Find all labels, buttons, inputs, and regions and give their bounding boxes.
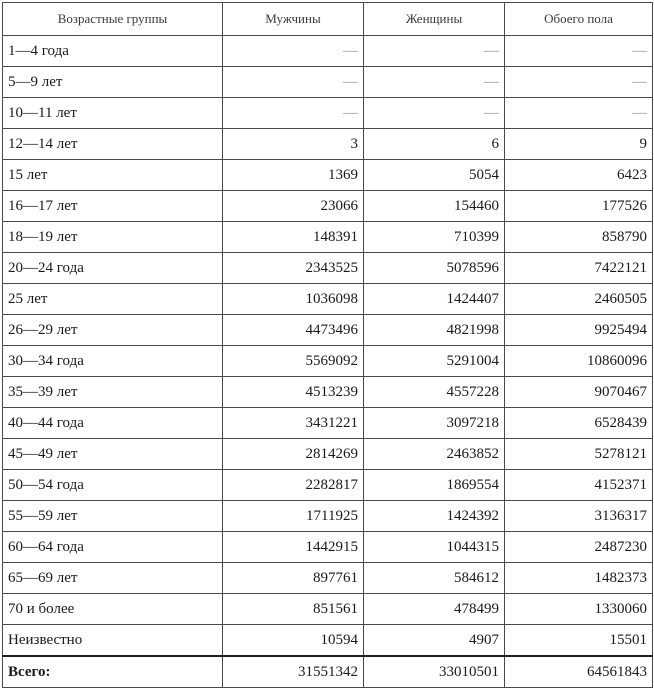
men-cell: 897761 (223, 563, 364, 594)
men-cell: 2282817 (223, 470, 364, 501)
table-body (3, 36, 653, 657)
age-group-cell: 15 лет (3, 160, 223, 191)
age-group-cell: 35—39 лет (3, 377, 223, 408)
women-cell: 5078596 (364, 253, 505, 284)
women-cell: 3097218 (364, 408, 505, 439)
table-row (3, 563, 653, 594)
table-row (3, 284, 653, 315)
men-cell: 23066 (223, 191, 364, 222)
age-group-cell: 26—29 лет (3, 315, 223, 346)
women-cell: 5054 (364, 160, 505, 191)
both-sexes-cell: 9070467 (505, 377, 653, 408)
women-cell: — (364, 67, 505, 98)
table-row (3, 625, 653, 657)
table-row (3, 346, 653, 377)
age-group-cell: 18—19 лет (3, 222, 223, 253)
both-sexes-cell: 9 (505, 129, 653, 160)
women-cell: 1424407 (364, 284, 505, 315)
men-cell: 1036098 (223, 284, 364, 315)
men-cell: 10594 (223, 625, 364, 657)
age-group-cell: 45—49 лет (3, 439, 223, 470)
women-cell: 4821998 (364, 315, 505, 346)
age-group-cell: 70 и более (3, 594, 223, 625)
table-row (3, 408, 653, 439)
women-cell: 154460 (364, 191, 505, 222)
age-group-cell: 60—64 года (3, 532, 223, 563)
men-cell: 3 (223, 129, 364, 160)
men-cell: 2343525 (223, 253, 364, 284)
women-cell: — (364, 98, 505, 129)
table-row (3, 501, 653, 532)
women-cell: 6 (364, 129, 505, 160)
age-group-cell: 5—9 лет (3, 67, 223, 98)
both-sexes-cell: 4152371 (505, 470, 653, 501)
men-cell: 3431221 (223, 408, 364, 439)
table-header (3, 3, 653, 36)
age-group-cell: 50—54 года (3, 470, 223, 501)
both-sexes-cell: 177526 (505, 191, 653, 222)
age-group-cell: 12—14 лет (3, 129, 223, 160)
women-cell: 1044315 (364, 532, 505, 563)
men-cell: 148391 (223, 222, 364, 253)
table-row (3, 439, 653, 470)
men-cell: — (223, 67, 364, 98)
age-group-cell: 65—69 лет (3, 563, 223, 594)
both-sexes-cell: — (505, 67, 653, 98)
age-group-cell: 20—24 года (3, 253, 223, 284)
table-row (3, 315, 653, 346)
age-group-cell: Неизвестно (3, 625, 223, 657)
header-men: Мужчины (223, 3, 364, 36)
women-cell: 5291004 (364, 346, 505, 377)
women-cell: 1869554 (364, 470, 505, 501)
header-age-groups: Возрастные группы (3, 3, 223, 36)
men-cell: 4473496 (223, 315, 364, 346)
total-men: 31551342 (223, 656, 364, 688)
women-cell: 478499 (364, 594, 505, 625)
women-cell: — (364, 36, 505, 67)
table-row (3, 129, 653, 160)
men-cell: 5569092 (223, 346, 364, 377)
women-cell: 4907 (364, 625, 505, 657)
table-row (3, 191, 653, 222)
both-sexes-cell: 7422121 (505, 253, 653, 284)
both-sexes-cell: 15501 (505, 625, 653, 657)
men-cell: — (223, 98, 364, 129)
both-sexes-cell: 1330060 (505, 594, 653, 625)
table-row (3, 594, 653, 625)
both-sexes-cell: 5278121 (505, 439, 653, 470)
population-table (2, 2, 653, 688)
both-sexes-cell: — (505, 36, 653, 67)
header-row (3, 3, 653, 36)
women-cell: 584612 (364, 563, 505, 594)
total-label: Всего: (3, 656, 223, 688)
table-row (3, 222, 653, 253)
total-women: 33010501 (364, 656, 505, 688)
age-group-cell: 25 лет (3, 284, 223, 315)
men-cell: 851561 (223, 594, 364, 625)
both-sexes-cell: 2460505 (505, 284, 653, 315)
women-cell: 2463852 (364, 439, 505, 470)
both-sexes-cell: — (505, 98, 653, 129)
age-group-cell: 40—44 года (3, 408, 223, 439)
table-row (3, 36, 653, 67)
table-row (3, 470, 653, 501)
men-cell: 4513239 (223, 377, 364, 408)
men-cell: — (223, 36, 364, 67)
men-cell: 1442915 (223, 532, 364, 563)
table-footer (3, 656, 653, 688)
both-sexes-cell: 858790 (505, 222, 653, 253)
age-group-cell: 1—4 года (3, 36, 223, 67)
women-cell: 1424392 (364, 501, 505, 532)
both-sexes-cell: 3136317 (505, 501, 653, 532)
both-sexes-cell: 6528439 (505, 408, 653, 439)
age-group-cell: 30—34 года (3, 346, 223, 377)
women-cell: 4557228 (364, 377, 505, 408)
total-both-sexes: 64561843 (505, 656, 653, 688)
table-row (3, 98, 653, 129)
table-row (3, 532, 653, 563)
both-sexes-cell: 6423 (505, 160, 653, 191)
both-sexes-cell: 10860096 (505, 346, 653, 377)
table-row (3, 377, 653, 408)
men-cell: 1369 (223, 160, 364, 191)
men-cell: 2814269 (223, 439, 364, 470)
age-group-cell: 10—11 лет (3, 98, 223, 129)
both-sexes-cell: 1482373 (505, 563, 653, 594)
table-row (3, 253, 653, 284)
table-row (3, 160, 653, 191)
header-women: Женщины (364, 3, 505, 36)
women-cell: 710399 (364, 222, 505, 253)
total-row (3, 656, 653, 688)
both-sexes-cell: 9925494 (505, 315, 653, 346)
men-cell: 1711925 (223, 501, 364, 532)
age-group-cell: 55—59 лет (3, 501, 223, 532)
header-both-sexes: Обоего пола (505, 3, 653, 36)
table-row (3, 67, 653, 98)
age-group-cell: 16—17 лет (3, 191, 223, 222)
both-sexes-cell: 2487230 (505, 532, 653, 563)
